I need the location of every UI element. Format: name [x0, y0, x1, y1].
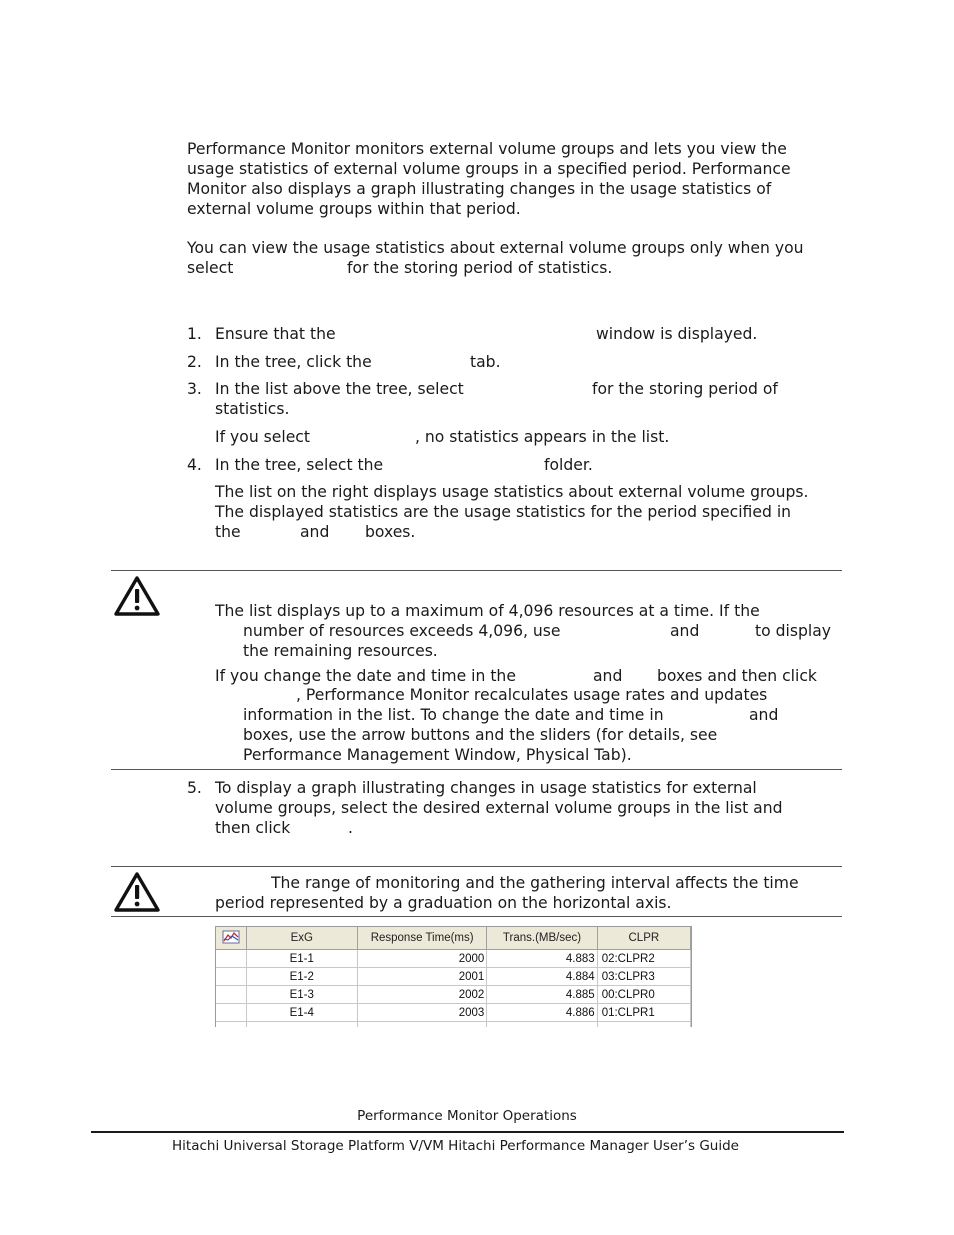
note1-line-2b: and [670, 622, 700, 640]
cell-trans: 4.884 [487, 968, 597, 986]
cell-exg: E1-2 [246, 968, 357, 986]
row-checkbox-cell[interactable] [216, 968, 246, 986]
row-checkbox-cell[interactable] [216, 950, 246, 968]
note1-line-8: Performance Management Window, Physical Tab). [243, 746, 632, 764]
graph-icon [222, 930, 240, 944]
cell-response-time: 2001 [357, 968, 486, 986]
footer-rule [91, 1131, 844, 1133]
intro-line-4: external volume groups within that period. [187, 200, 521, 218]
note2-bottom-rule [111, 916, 842, 917]
note1-line-4b: and [593, 667, 623, 685]
step-1-number: 1. [187, 325, 202, 343]
col-header-clpr[interactable]: CLPR [597, 927, 690, 950]
note1-line-6b: and [749, 706, 779, 724]
step-3-text-c: statistics. [215, 400, 290, 418]
cell-response-time: 2000 [357, 950, 486, 968]
step-5-line-1: To display a graph illustrating changes in usage statistics for external [215, 779, 757, 797]
row-checkbox-cell[interactable] [216, 1004, 246, 1022]
cell-exg: E1-1 [246, 950, 357, 968]
cell-exg: E1-3 [246, 986, 357, 1004]
note1-line-2a: number of resources exceeds 4,096, use [243, 622, 561, 640]
note1-line-4a: If you change the date and time in the [215, 667, 516, 685]
cell-clpr: 01:CLPR1 [597, 1004, 690, 1022]
step-3-number: 3. [187, 380, 202, 398]
intro-line-1: Performance Monitor monitors external volume groups and lets you view the [187, 140, 787, 158]
step-4-detail-3b: and [300, 523, 330, 541]
step-4-detail-3c: boxes. [365, 523, 416, 541]
step-1-text-a: Ensure that the [215, 325, 336, 343]
note2-top-rule [111, 866, 842, 867]
step-4-number: 4. [187, 456, 202, 474]
step-5-line-3a: then click [215, 819, 291, 837]
cell-response-time: 2003 [357, 1004, 486, 1022]
table-row[interactable] [216, 986, 691, 1004]
step-4-detail-2: The displayed statistics are the usage statistics for the period specified in [215, 503, 792, 521]
note1-line-6a: information in the list. To change the date and time in [243, 706, 664, 724]
cell-exg: E1-4 [246, 1004, 357, 1022]
footer-section-title: Performance Monitor Operations [357, 1108, 577, 1124]
step-3-text-a: In the list above the tree, select [215, 380, 464, 398]
intro2-line-1: You can view the usage statistics about external volume groups only when you [187, 239, 804, 257]
note2-line-2: period represented by a graduation on the horizontal axis. [215, 894, 672, 912]
step-2-text-a: In the tree, click the [215, 353, 372, 371]
table-row [216, 1022, 691, 1028]
note1-line-4c: boxes and then click [657, 667, 817, 685]
intro-line-2: usage statistics of external volume groups in a specified period. Performance [187, 160, 791, 178]
step-4-detail-1: The list on the right displays usage statistics about external volume groups. [215, 483, 809, 501]
step-1-text-b: window is displayed. [596, 325, 758, 343]
step-3-note-a: If you select [215, 428, 310, 446]
table-row[interactable] [216, 950, 691, 968]
note1-line-7: boxes, use the arrow buttons and the sliders (for details, see [243, 726, 718, 744]
footer-guide-title: Hitachi Universal Storage Platform V/VM Hitachi Performance Manager User’s Guide [172, 1138, 739, 1154]
graph-column-header[interactable] [216, 927, 246, 950]
note1-line-1: The list displays up to a maximum of 4,096 resources at a time. If the [215, 602, 760, 620]
cell-clpr: 03:CLPR3 [597, 968, 690, 986]
col-header-trans[interactable]: Trans.(MB/sec) [487, 927, 597, 950]
step-3-text-b: for the storing period of [592, 380, 778, 398]
warning-icon [113, 575, 161, 617]
step-2-number: 2. [187, 353, 202, 371]
exg-statistics-table [215, 926, 692, 1027]
note1-line-5: , Performance Monitor recalculates usage rates and updates [296, 686, 768, 704]
col-header-response-time[interactable]: Response Time(ms) [357, 927, 486, 950]
step-5-number: 5. [187, 779, 202, 797]
table-row[interactable] [216, 1004, 691, 1022]
intro-line-3: Monitor also displays a graph illustrating changes in the usage statistics of [187, 180, 772, 198]
cell-trans: 4.886 [487, 1004, 597, 1022]
warning-icon [113, 871, 161, 913]
step-4-text-a: In the tree, select the [215, 456, 384, 474]
step-4-detail-3a: the [215, 523, 241, 541]
col-header-exg[interactable]: ExG [246, 927, 357, 950]
cell-clpr: 02:CLPR2 [597, 950, 690, 968]
note-top-rule [111, 570, 842, 571]
intro2-line-2a: select [187, 259, 234, 277]
cell-response-time: 2002 [357, 986, 486, 1004]
cell-trans: 4.885 [487, 986, 597, 1004]
note1-line-2c: to display [755, 622, 831, 640]
table-header-row [216, 927, 691, 950]
intro2-line-2b: for the storing period of statistics. [347, 259, 613, 277]
cell-clpr: 00:CLPR0 [597, 986, 690, 1004]
row-checkbox-cell[interactable] [216, 986, 246, 1004]
note1-line-3: the remaining resources. [243, 642, 438, 660]
step-2-text-b: tab. [470, 353, 501, 371]
note2-line-1: The range of monitoring and the gathering interval affects the time [271, 874, 799, 892]
note-bottom-rule [111, 769, 842, 770]
step-5-line-3b: . [348, 819, 353, 837]
step-3-note-b: , no statistics appears in the list. [415, 428, 670, 446]
table-row[interactable] [216, 968, 691, 986]
step-5-line-2: volume groups, select the desired external volume groups in the list and [215, 799, 783, 817]
cell-trans: 4.883 [487, 950, 597, 968]
step-4-text-b: folder. [544, 456, 593, 474]
